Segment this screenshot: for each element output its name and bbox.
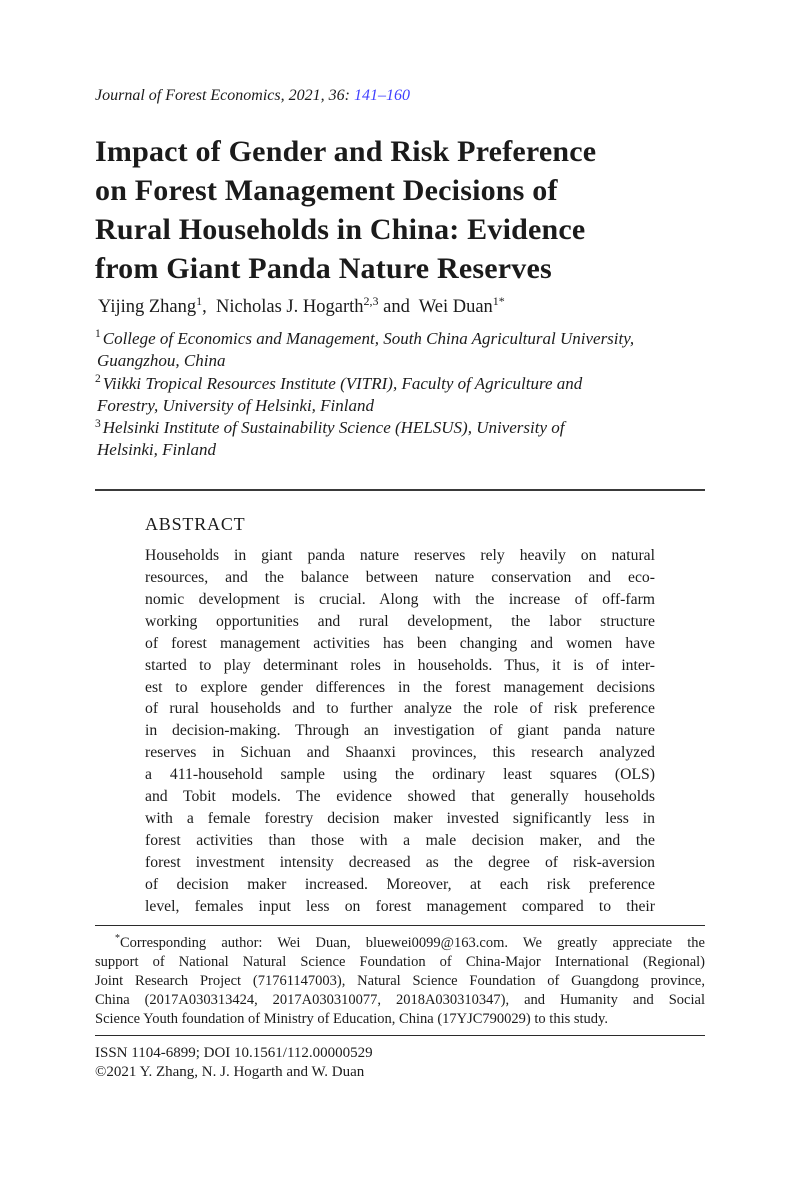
affiliation-superscript: 3 bbox=[95, 417, 101, 430]
footnote-line: Joint Research Project (71761147003), Natural Science Foundation of Guangdong province, bbox=[95, 972, 705, 989]
affiliation-text: Guangzhou, China bbox=[97, 351, 226, 371]
affiliation-superscript: 2 bbox=[95, 372, 101, 385]
footnote-asterisk-marker: * bbox=[115, 933, 120, 945]
abstract-line: of rural households and to further analyze the role of risk preference bbox=[145, 700, 655, 718]
affiliation-text: Viikki Tropical Resources Institute (VITRI), Faculty of Agriculture and bbox=[102, 373, 583, 393]
footnote-line: China (2017A030313424, 2017A030310077, 2018A030310347), and Humanity and Social bbox=[95, 991, 705, 1008]
affiliation-superscript: 1 bbox=[95, 328, 101, 341]
colophon bbox=[95, 1044, 705, 1083]
paper-title bbox=[95, 132, 705, 288]
affiliations bbox=[95, 328, 705, 462]
journal-name-text: Journal of Forest Economics, 2021, 36: bbox=[95, 87, 354, 104]
corresponding-author-footnote bbox=[95, 934, 705, 1029]
copyright-line: ©2021 Y. Zhang, N. J. Hogarth and W. Duan bbox=[95, 1064, 365, 1081]
affiliation-line bbox=[95, 439, 705, 461]
title-line: on Forest Management Decisions of bbox=[95, 174, 558, 207]
footnote-line: support of National Natural Science Foundation of China-Major International (Regional) bbox=[95, 953, 705, 970]
abstract-line: started to play determinant roles in households. Thus, it is of inter- bbox=[145, 656, 655, 674]
abstract-line: reserves in Sichuan and Shaanxi provinces, this research analyzed bbox=[145, 744, 655, 762]
abstract-body bbox=[145, 545, 655, 918]
abstract-line: nomic development is crucial. Along with the increase of off-farm bbox=[145, 590, 655, 608]
affiliation-text: College of Economics and Management, South China Agricultural University, bbox=[102, 329, 635, 348]
abstract-line: with a female forestry decision maker invested significantly less in bbox=[145, 810, 655, 828]
abstract-line: forest activities than those with a male decision maker, and the bbox=[145, 832, 655, 850]
footnote-text: Corresponding author: Wei Duan, bluewei0099@163.com. We greatly appreciate the bbox=[120, 934, 705, 951]
abstract-line: level, females input less on forest management compared to their bbox=[145, 898, 655, 916]
affiliation-text: Helsinki, Finland bbox=[97, 440, 216, 460]
footnote-separator-rule bbox=[95, 925, 705, 926]
abstract-line: and Tobit models. The evidence showed that generally households bbox=[145, 788, 655, 806]
author-name: Nicholas J. Hogarth bbox=[216, 297, 364, 317]
issn-doi-line: ISSN 1104-6899; DOI 10.1561/112.00000529 bbox=[95, 1044, 373, 1061]
abstract-line: a 411-household sample using the ordinary least squares (OLS) bbox=[145, 766, 655, 784]
author-name: Yijing Zhang bbox=[98, 297, 197, 317]
author-affiliation-superscript: 1 bbox=[196, 293, 203, 308]
abstract-heading: ABSTRACT bbox=[145, 513, 246, 534]
affiliation-text: Forestry, University of Helsinki, Finland bbox=[97, 395, 374, 415]
journal-header bbox=[95, 0, 705, 105]
abstract-line: Households in giant panda nature reserves rely heavily on natural bbox=[145, 546, 655, 564]
author-separator: , bbox=[202, 297, 217, 317]
title-line: Rural Households in China: Evidence bbox=[95, 213, 586, 246]
affiliation-line bbox=[95, 417, 705, 439]
author-name: Wei Duan bbox=[418, 297, 493, 317]
authors-line bbox=[95, 295, 705, 320]
author-separator: and bbox=[378, 297, 419, 317]
affiliation-line bbox=[95, 395, 705, 417]
page-range-link[interactable]: 141–160 bbox=[353, 87, 410, 104]
abstract-block bbox=[145, 514, 655, 918]
abstract-line: forest investment intensity decreased as the degree of risk-aversion bbox=[145, 854, 655, 872]
abstract-line: of forest management activities has been changing and women have bbox=[145, 634, 655, 652]
abstract-line: est to explore gender differences in the forest management decisions bbox=[145, 678, 655, 696]
title-line: Impact of Gender and Risk Preference bbox=[95, 135, 597, 168]
affiliation-line bbox=[95, 328, 705, 350]
abstract-line: working opportunities and rural development, the labor structure bbox=[145, 612, 655, 630]
affiliation-line bbox=[95, 373, 705, 395]
footnote-line: Science Youth foundation of Ministry of Education, China (17YJC790029) to this study. bbox=[95, 1010, 608, 1027]
affiliation-line bbox=[95, 350, 705, 372]
author-affiliation-superscript: 1* bbox=[492, 293, 505, 308]
abstract-line: of decision maker increased. Moreover, at each risk preference bbox=[145, 876, 655, 894]
abstract-line: in decision-making. Through an investigation of giant panda nature bbox=[145, 722, 655, 740]
title-line: from Giant Panda Nature Reserves bbox=[95, 252, 552, 285]
abstract-divider-rule bbox=[95, 489, 705, 491]
colophon-rule bbox=[95, 1035, 705, 1036]
footnote-line bbox=[95, 934, 705, 953]
author-affiliation-superscript: 2,3 bbox=[363, 293, 379, 308]
abstract-line: resources, and the balance between nature conservation and eco- bbox=[145, 568, 655, 586]
affiliation-text: Helsinki Institute of Sustainability Science (HELSUS), University of bbox=[102, 418, 565, 438]
